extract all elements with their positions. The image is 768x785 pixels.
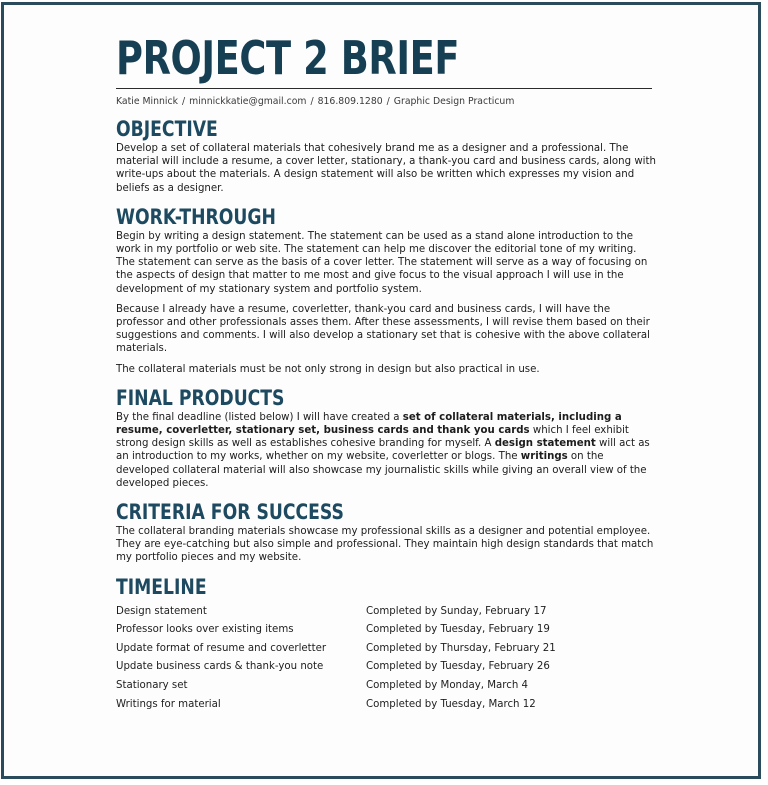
criteria-heading: CRITERIA FOR SUCCESS (116, 500, 344, 525)
timeline-row (116, 677, 656, 696)
final-products-text (116, 411, 656, 490)
final-products-section (116, 386, 656, 490)
final-products-emphasis: set of collateral materials, including a resume, coverletter, stationary set, business cards and thank you cards (116, 411, 622, 437)
final-products-text-part: will act as an introduction to my works, whether on my website, coverletter or blogs. The (116, 438, 650, 463)
byline-separator: / (386, 96, 390, 107)
timeline-row (116, 621, 656, 640)
final-products-text-part: By the final deadline (listed below) I will have created a (116, 411, 403, 423)
brief-document (116, 30, 656, 714)
timeline-section (116, 575, 656, 715)
timeline-row (116, 640, 656, 659)
final-products-heading: FINAL PRODUCTS (116, 385, 285, 410)
author-name: Katie Minnick (116, 96, 179, 107)
byline (116, 95, 656, 109)
work-through-paragraph: The collateral materials must be not only strong in design but also practical in use. (116, 363, 540, 375)
final-products-text-part: which I feel exhibit strong design skills as well as establishes cohesive branding for myself. A (116, 425, 629, 450)
objective-section (116, 117, 656, 195)
timeline-date: Completed by Monday, March 4 (366, 680, 529, 692)
timeline-row (116, 696, 656, 715)
timeline-date: Completed by Tuesday, February 26 (366, 661, 550, 673)
timeline-task: Design statement (116, 605, 207, 617)
timeline-task: Update format of resume and coverletter (116, 642, 327, 654)
work-through-heading: WORK-THROUGH (116, 204, 276, 229)
criteria-text: The collateral branding materials showcase my professional skills as a designer and potential employee. They are eye-catching but also simple and professional. They maintain high design standards that match my portfolio pieces and my website. (116, 526, 654, 564)
work-through-section (116, 205, 656, 376)
final-products-emphasis: design statement (494, 438, 596, 450)
byline-separator: / (310, 96, 314, 107)
title-divider (116, 88, 652, 89)
timeline-table (116, 603, 656, 715)
author-email: minnickkatie@gmail.com (189, 96, 307, 107)
timeline-task: Update business cards & thank-you note (116, 661, 324, 673)
timeline-task: Stationary set (116, 680, 188, 692)
criteria-section (116, 500, 656, 565)
timeline-date: Completed by Sunday, February 17 (366, 605, 547, 617)
work-through-paragraph: Because I already have a resume, coverletter, thank-you card and business cards, I will have the professor and other professionals asses them. After these assessments, I will revise them based on their suggestions and comments. I will also develop a stationary set that is cohesive with the above collateral materials. (116, 303, 651, 355)
final-products-emphasis: writings (520, 451, 568, 463)
timeline-date: Completed by Tuesday, March 12 (366, 698, 536, 710)
objective-text: Develop a set of collateral materials that cohesively brand me as a designer and a professional. The material will include a resume, a cover letter, stationary, a thank-you card and business cards, along with write-ups about the materials. A design statement will also be written which expresses my vision and beliefs as a designer. (116, 143, 656, 194)
course-name: Graphic Design Practicum (393, 96, 515, 107)
work-through-paragraph: Begin by writing a design statement. The statement can be used as a stand alone introduction to the work in my portfolio or web site. The statement can help me discover the editorial tone of my writing. The statement can serve as the basis of a cover letter. The statement will serve as a way of focusing on the aspects of design that matter to me most and give focus to the visual approach I will use in the development of my stationary system and portfolio system. (116, 230, 648, 295)
timeline-row (116, 603, 656, 622)
timeline-row (116, 658, 656, 677)
timeline-date: Completed by Thursday, February 21 (366, 642, 556, 654)
page-title: PROJECT 2 BRIEF (116, 31, 460, 85)
timeline-task: Professor looks over existing items (116, 624, 294, 636)
final-products-text-part: on the developed collateral material will also showcase my journalistic skills while giving an overall view of the developed pieces. (116, 451, 647, 489)
byline-separator: / (182, 96, 186, 107)
timeline-date: Completed by Tuesday, February 19 (366, 624, 550, 636)
objective-heading: OBJECTIVE (116, 117, 218, 141)
timeline-heading: TIMELINE (116, 574, 207, 599)
author-phone: 816.809.1280 (317, 96, 383, 107)
timeline-task: Writings for material (116, 698, 221, 710)
